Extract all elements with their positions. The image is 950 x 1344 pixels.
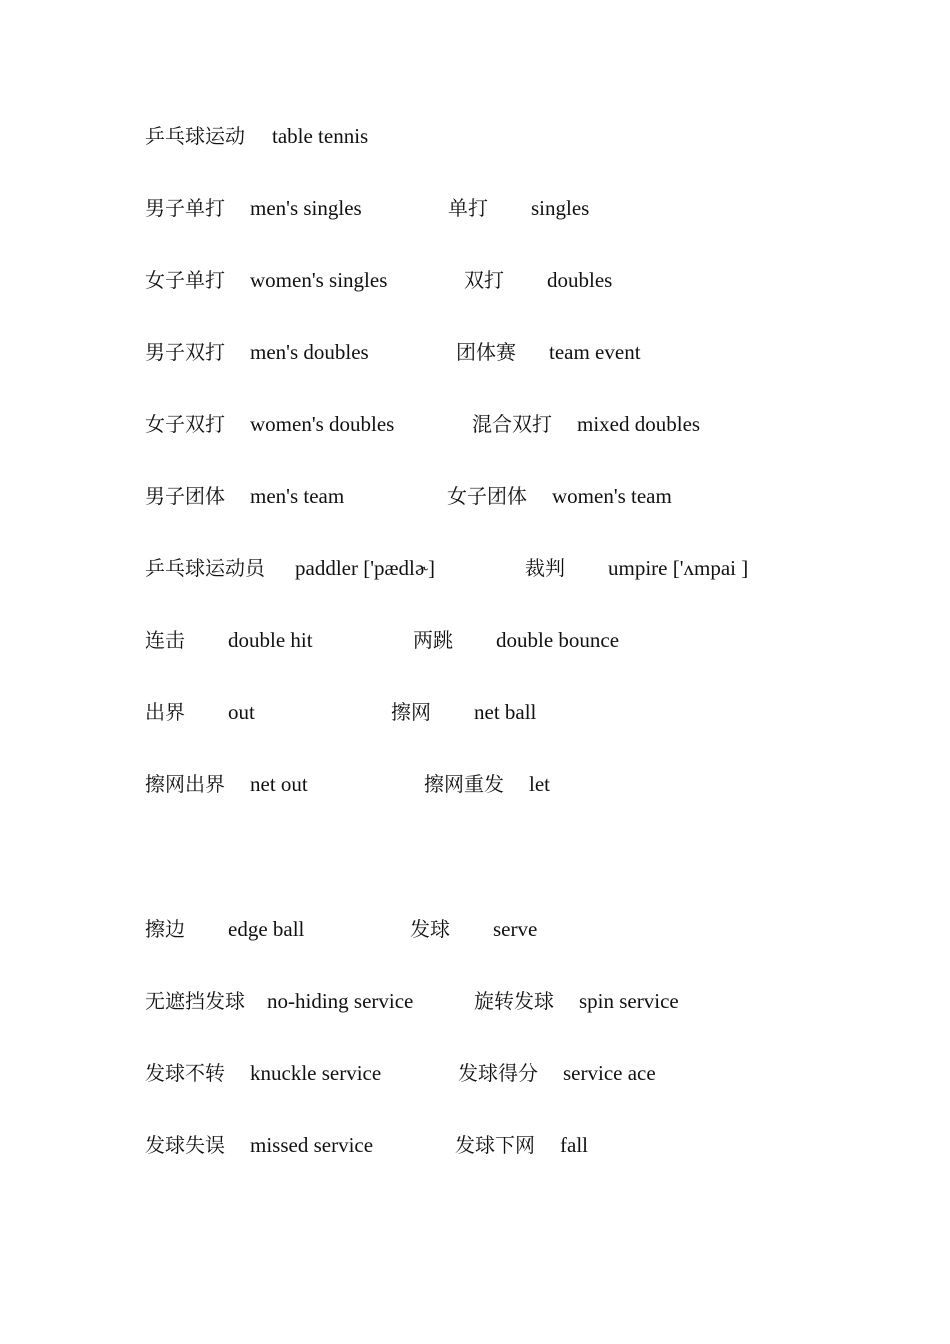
vocab-line-8 [0, 625, 950, 655]
term-english: out [228, 700, 255, 724]
term-english: fall [560, 1133, 588, 1157]
term-chinese: 男子团体 [145, 484, 225, 508]
term-chinese: 裁判 [525, 556, 565, 580]
term-english: umpire ['ʌmpai ] [608, 556, 749, 580]
term-chinese: 发球失误 [145, 1133, 225, 1157]
term-english: men's team [250, 484, 345, 508]
term-chinese: 单打 [448, 196, 488, 220]
vocab-line-5 [0, 409, 950, 439]
term-chinese: 混合双打 [472, 412, 552, 436]
term-english: double bounce [496, 628, 620, 652]
term-english: edge ball [228, 917, 305, 941]
term-english: service ace [563, 1061, 656, 1085]
term-chinese: 发球不转 [145, 1061, 225, 1085]
term-english: serve [493, 917, 538, 941]
term-chinese: 擦网出界 [145, 772, 225, 796]
term-chinese: 出界 [145, 700, 185, 724]
term-english: table tennis [272, 124, 369, 148]
term-chinese: 男子单打 [145, 196, 225, 220]
vocab-line-10 [0, 769, 950, 799]
term-chinese: 团体赛 [456, 340, 516, 364]
term-english: no-hiding service [267, 989, 414, 1013]
vocab-line-2 [0, 193, 950, 223]
term-english: men's singles [250, 196, 362, 220]
term-english: double hit [228, 628, 313, 652]
vocab-line-1 [0, 121, 950, 151]
vocab-line-9 [0, 697, 950, 727]
vocab-line-14 [0, 1130, 950, 1160]
term-chinese: 无遮挡发球 [145, 989, 245, 1013]
term-chinese: 擦网 [391, 700, 431, 724]
term-chinese: 男子双打 [145, 340, 225, 364]
term-chinese: 乒乓球运动员 [145, 556, 265, 580]
term-chinese: 发球下网 [455, 1133, 535, 1157]
term-english: mixed doubles [577, 412, 701, 436]
vocab-line-7 [0, 553, 950, 583]
term-english: doubles [547, 268, 613, 292]
term-english: team event [549, 340, 641, 364]
term-chinese: 两跳 [413, 628, 453, 652]
term-english: singles [531, 196, 590, 220]
term-chinese: 发球 [410, 917, 450, 941]
term-chinese: 旋转发球 [474, 989, 554, 1013]
term-english: women's team [552, 484, 672, 508]
term-chinese: 女子双打 [145, 412, 225, 436]
term-chinese: 擦网重发 [424, 772, 504, 796]
term-chinese: 女子单打 [145, 268, 225, 292]
term-english: spin service [579, 989, 679, 1013]
term-english: women's doubles [250, 412, 395, 436]
vocab-line-12 [0, 986, 950, 1016]
vocab-line-6 [0, 481, 950, 511]
vocab-line-4 [0, 337, 950, 367]
term-chinese: 擦边 [145, 917, 185, 941]
term-chinese: 女子团体 [447, 484, 527, 508]
term-english: net out [250, 772, 308, 796]
term-chinese: 发球得分 [458, 1061, 538, 1085]
term-english: women's singles [250, 268, 388, 292]
term-english: net ball [474, 700, 537, 724]
vocab-line-3 [0, 265, 950, 295]
term-english: let [529, 772, 550, 796]
term-chinese: 乒乓球运动 [145, 124, 245, 148]
term-chinese: 双打 [464, 268, 504, 292]
term-english: knuckle service [250, 1061, 382, 1085]
term-chinese: 连击 [145, 628, 185, 652]
term-english: paddler ['pædlɚ] [295, 556, 435, 580]
term-english: missed service [250, 1133, 374, 1157]
term-english: men's doubles [250, 340, 369, 364]
vocab-line-13 [0, 1058, 950, 1088]
vocab-line-11 [0, 914, 950, 944]
